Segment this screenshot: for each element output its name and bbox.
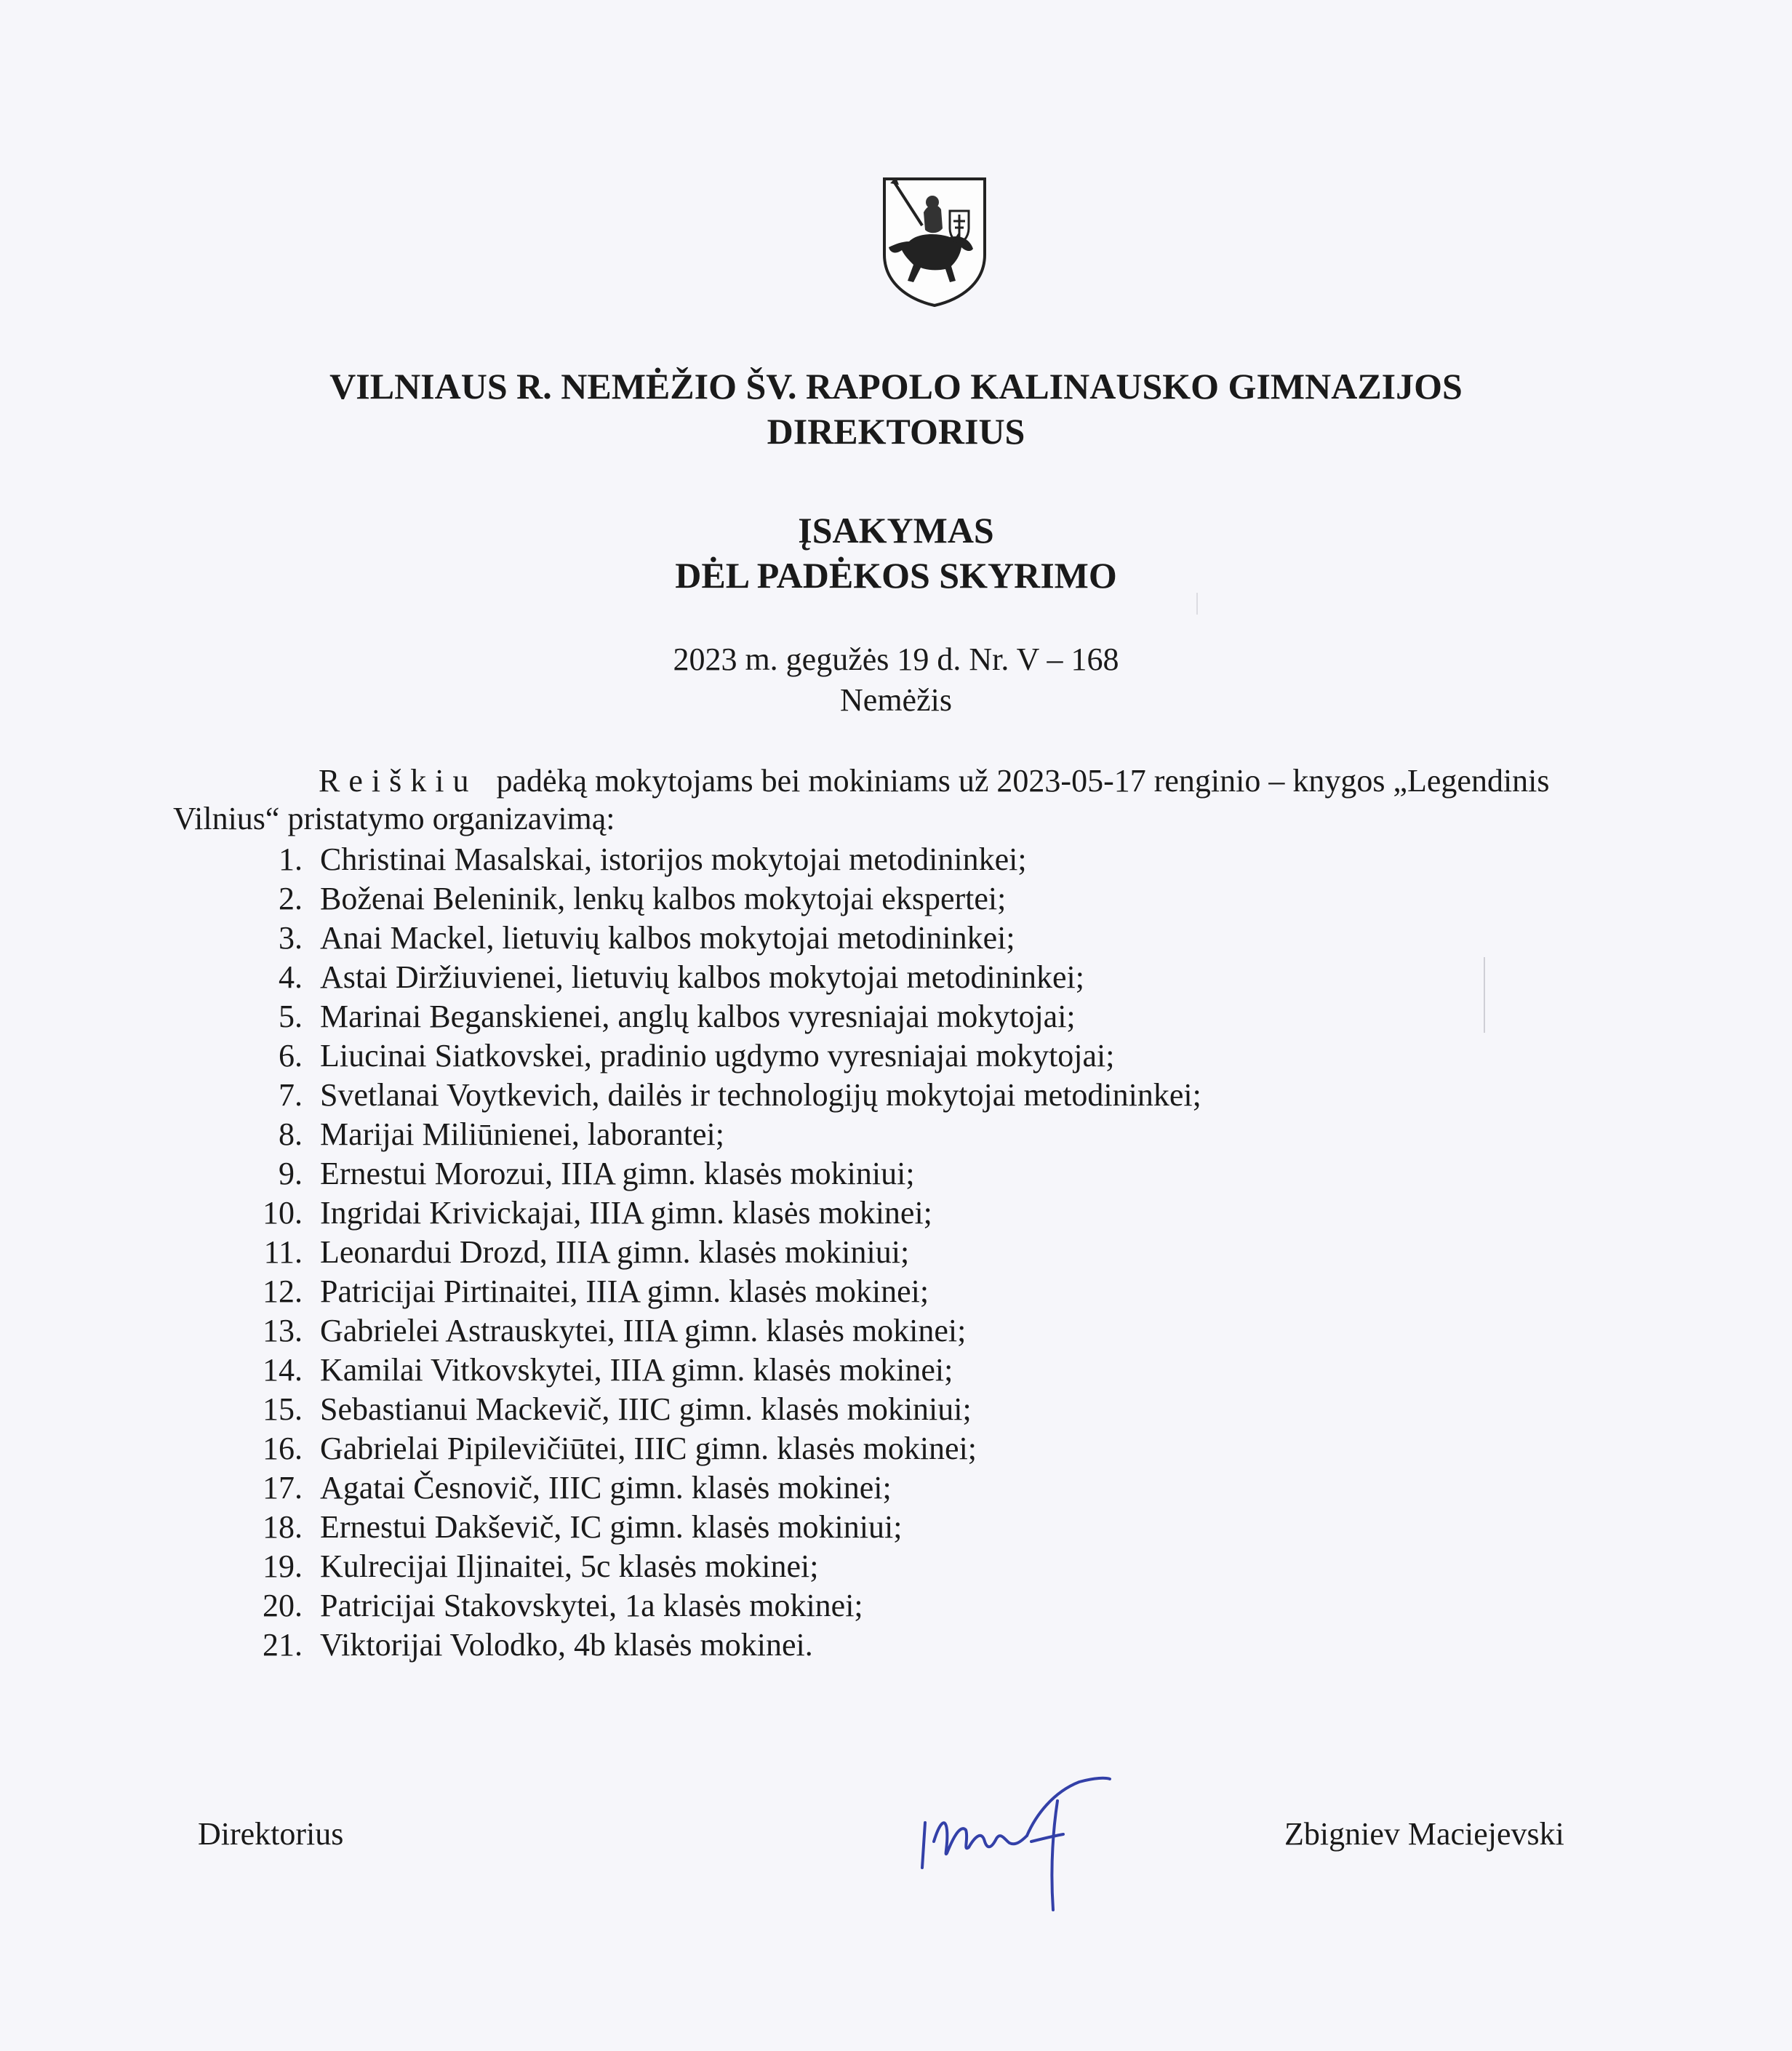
list-item: [240, 919, 1201, 958]
list-item-text: Leonardui Drozd, IIIA gimn. klasės mokiniui;: [320, 1234, 910, 1270]
awardee-list: [240, 840, 1201, 1665]
list-item-text: Ernestui Dakševič, IC gimn. klasės mokiniui;: [320, 1509, 903, 1545]
scan-artifact: [1484, 957, 1485, 1033]
institution-heading: [0, 364, 1792, 454]
list-item-number: 1.: [279, 841, 303, 877]
document-subject: DĖL PADĖKOS SKYRIMO: [675, 555, 1117, 596]
handwritten-signature: [915, 1772, 1148, 1932]
list-item-text: Ernestui Morozui, IIIA gimn. klasės mokiniui;: [320, 1156, 915, 1191]
list-item: [240, 1272, 1201, 1311]
list-item: [240, 1351, 1201, 1390]
list-item-number: 2.: [279, 881, 303, 916]
list-item-text: Christinai Masalskai, istorijos mokytojai metodininkei;: [320, 841, 1027, 877]
signatory-name: Zbigniev Maciejevski: [1284, 1816, 1564, 1852]
list-item-number: 13.: [263, 1313, 303, 1348]
list-item-text: Gabrielai Pipilevičiūtei, IIIC gimn. klasės mokinei;: [320, 1431, 977, 1466]
list-item: [240, 958, 1201, 997]
vytis-coat-of-arms-icon: [880, 175, 989, 308]
list-item-text: Anai Mackel, lietuvių kalbos mokytojai metodininkei;: [320, 920, 1015, 956]
list-item-text: Astai Diržiuvienei, lietuvių kalbos mokytojai metodininkei;: [320, 959, 1084, 995]
intro-paragraph: [173, 762, 1693, 838]
intro-text-continued: Vilnius“ pristatymo organizavimą:: [173, 801, 615, 836]
list-item-number: 15.: [263, 1391, 303, 1427]
document-date-number: 2023 m. gegužės 19 d. Nr. V – 168: [673, 641, 1119, 677]
list-item: [240, 1468, 1201, 1508]
list-item-number: 18.: [263, 1509, 303, 1545]
list-item-text: Boženai Beleninik, lenkų kalbos mokytojai ekspertei;: [320, 881, 1007, 916]
intro-text: padėką mokytojams bei mokiniams už 2023-05-17 renginio – knygos „Legendinis: [496, 763, 1550, 799]
list-item: [240, 840, 1201, 879]
list-item-text: Sebastianui Mackevič, IIIC gimn. klasės mokiniui;: [320, 1391, 972, 1427]
list-item: [240, 1429, 1201, 1468]
signatory-role: Direktorius: [198, 1816, 344, 1852]
list-item-number: 4.: [279, 959, 303, 995]
list-item: [240, 1036, 1201, 1076]
institution-role: DIREKTORIUS: [767, 411, 1025, 452]
list-item-number: 19.: [263, 1548, 303, 1584]
list-item-number: 16.: [263, 1431, 303, 1466]
list-item: [240, 1626, 1201, 1665]
list-item-text: Gabrielei Astrauskytei, IIIA gimn. klasės mokinei;: [320, 1313, 967, 1348]
list-item: [240, 1311, 1201, 1351]
list-item-number: 11.: [263, 1234, 303, 1270]
list-item: [240, 1390, 1201, 1429]
list-item: [240, 879, 1201, 919]
list-item-text: Patricijai Stakovskytei, 1a klasės mokinei;: [320, 1588, 863, 1623]
list-item: [240, 997, 1201, 1036]
list-item: [240, 1154, 1201, 1194]
list-item: [240, 1115, 1201, 1154]
list-item-number: 8.: [279, 1116, 303, 1152]
list-item-number: 20.: [263, 1588, 303, 1623]
list-item-number: 10.: [263, 1195, 303, 1231]
list-item-number: 7.: [279, 1077, 303, 1113]
list-item-number: 9.: [279, 1156, 303, 1191]
scan-artifact: [1196, 593, 1198, 615]
list-item-text: Viktorijai Volodko, 4b klasės mokinei.: [320, 1627, 813, 1663]
list-item: [240, 1194, 1201, 1233]
intro-spaced-verb: Reiškiu: [319, 763, 478, 799]
list-item-number: 14.: [263, 1352, 303, 1388]
list-item-number: 21.: [263, 1627, 303, 1663]
list-item-text: Svetlanai Voytkevich, dailės ir technologijų mokytojai metodininkei;: [320, 1077, 1201, 1113]
list-item-text: Ingridai Krivickajai, IIIA gimn. klasės mokinei;: [320, 1195, 932, 1231]
list-item-text: Marijai Miliūnienei, laborantei;: [320, 1116, 724, 1152]
list-item-text: Marinai Beganskienei, anglų kalbos vyresniajai mokytojai;: [320, 999, 1076, 1034]
list-item: [240, 1547, 1201, 1586]
list-item-number: 6.: [279, 1038, 303, 1074]
list-item-number: 5.: [279, 999, 303, 1034]
list-item-number: 3.: [279, 920, 303, 956]
list-item-text: Kamilai Vitkovskytei, IIIA gimn. klasės mokinei;: [320, 1352, 953, 1388]
list-item-text: Kulrecijai Iljinaitei, 5c klasės mokinei;: [320, 1548, 819, 1584]
list-item: [240, 1233, 1201, 1272]
list-item: [240, 1508, 1201, 1547]
document-type: ĮSAKYMAS: [798, 510, 994, 551]
list-item: [240, 1076, 1201, 1115]
document-place: Nemėžis: [840, 682, 952, 718]
list-item-number: 12.: [263, 1274, 303, 1309]
list-item-text: Patricijai Pirtinaitei, IIIA gimn. klasės mokinei;: [320, 1274, 929, 1309]
list-item-text: Liucinai Siatkovskei, pradinio ugdymo vyresniajai mokytojai;: [320, 1038, 1115, 1074]
list-item: [240, 1586, 1201, 1626]
institution-name: VILNIAUS R. NEMĖŽIO ŠV. RAPOLO KALINAUSKO GIMNAZIJOS: [329, 366, 1463, 407]
list-item-text: Agatai Česnovič, IIIC gimn. klasės mokinei;: [320, 1470, 892, 1506]
order-heading: [0, 508, 1792, 598]
list-item-number: 17.: [263, 1470, 303, 1506]
